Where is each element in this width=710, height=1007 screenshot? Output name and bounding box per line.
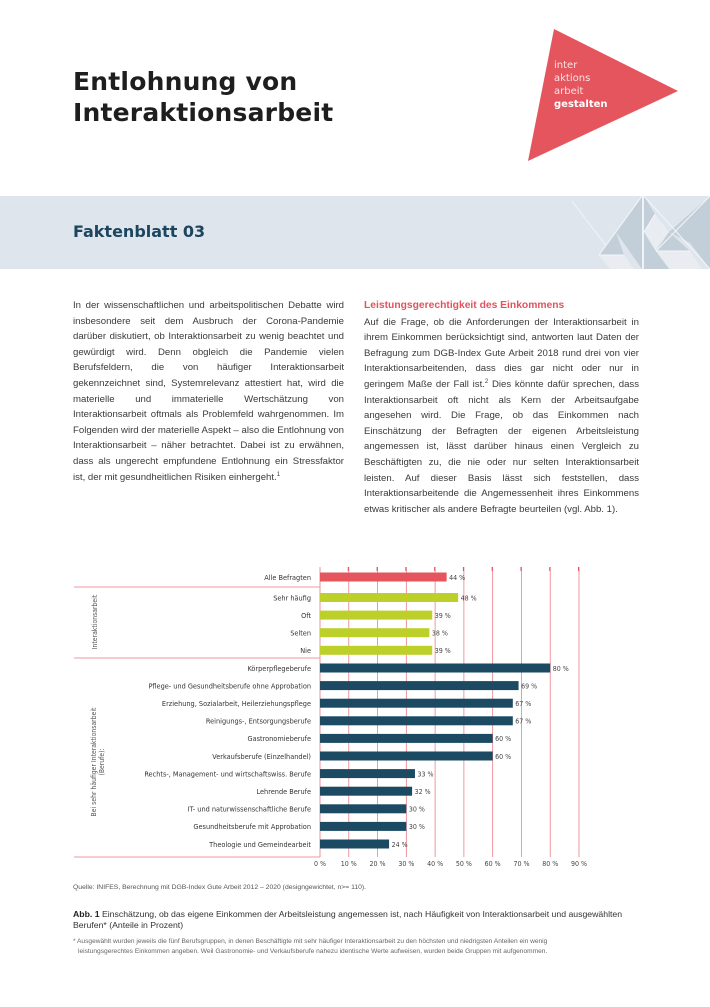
data-label: 67 % bbox=[515, 700, 532, 708]
x-tick-label: 30 % bbox=[398, 860, 415, 868]
bar bbox=[320, 822, 406, 831]
caption-label: Abb. 1 bbox=[73, 909, 100, 919]
category-label: Nie bbox=[300, 646, 311, 656]
data-label: 24 % bbox=[391, 840, 408, 849]
bar bbox=[320, 573, 447, 582]
bar bbox=[320, 804, 406, 813]
bar bbox=[320, 646, 432, 655]
factsheet-title: Faktenblatt 03 bbox=[73, 222, 206, 241]
data-label: 60 % bbox=[495, 752, 512, 761]
figure-caption bbox=[73, 909, 653, 931]
category-label: Rechts-, Management- und wirtschaftswiss. Berufe bbox=[144, 769, 311, 779]
group-label-berufe-line2: (Berufe): bbox=[98, 748, 106, 776]
logo-triangle-icon bbox=[518, 27, 698, 163]
footnote-ref-1: 1 bbox=[276, 471, 281, 478]
logo-text bbox=[554, 59, 608, 111]
bar bbox=[320, 840, 389, 849]
bar-chart bbox=[0, 560, 710, 880]
logo-line-4: gestalten bbox=[554, 99, 608, 110]
category-label: Verkaufsberufe (Einzelhandel) bbox=[212, 751, 311, 761]
title-line-1: Entlohnung von bbox=[73, 67, 298, 96]
group-label-berufe-line1: Bei sehr häufiger Interaktionsarbeit bbox=[90, 707, 98, 817]
data-label: 48 % bbox=[460, 594, 477, 603]
bar bbox=[320, 734, 493, 743]
bar bbox=[320, 787, 412, 796]
category-label: Selten bbox=[290, 628, 311, 638]
logo-line-1: inter bbox=[554, 60, 578, 71]
category-label: Sehr häufig bbox=[273, 593, 311, 603]
x-tick-label: 60 % bbox=[484, 860, 501, 868]
logo bbox=[518, 27, 698, 163]
category-label: IT- und naturwissenschaftliche Berufe bbox=[187, 804, 311, 814]
caption-text: Einschätzung, ob das eigene Einkommen der Arbeitsleistung angemessen ist, nach Häufigkeit von Interaktionsarbeit und ausgewählten Berufen* (Anteile in Prozent) bbox=[73, 909, 623, 930]
category-label: Pflege- und Gesundheitsberufe ohne Approbation bbox=[148, 681, 311, 691]
x-tick-label: 70 % bbox=[513, 860, 530, 868]
x-tick-label: 0 % bbox=[314, 860, 326, 868]
footnote-ref-2: 2 bbox=[484, 378, 489, 385]
bar bbox=[320, 769, 415, 778]
chart-source: Quelle: INIFES, Berechnung mit DGB-Index Gute Arbeit 2012 – 2020 (designgewichtet, n>= 110). bbox=[73, 884, 367, 891]
category-label: Lehrende Berufe bbox=[256, 787, 311, 796]
intro-paragraph: In der wissenschaftlichen und arbeitspolitischen Debatte wird insbesondere seit dem Ausbruch der Corona-Pandemie darüber diskutiert, ob Interaktionsarbeit zu wenig beachtet und gewürdigt wird. Denn obgleich die Pandemie vielen Berufsfeldern, die von häufiger Interaktionsarbeit gekennzeichnet sind, Systemrelevanz attestiert hat, wird die materielle und immaterielle Wertschätzung von Interaktionsarbeit oftmals als Problemfeld wahrgenommen. Im Folgenden wird der materielle Aspekt – also die Entlohnung von Interaktionsarbeit – näher betrachtet. Dabei ist zu erwähnen, dass als ungerecht empfundene Entlohnung ein Stressfaktor ist, der mit gesundheitlichen Risiken einhergeht. bbox=[73, 300, 344, 483]
section-paragraph-part2: Dies könnte dafür sprechen, dass Interaktionsarbeit oft nicht als Kern der Arbeitsaufgabe angesehen wird. Die Frage, ob das Einkommen nach Einschätzung der Befragten der eigenen Arbeitsleistung angemessen ist, lässt darüber hinaus einen Vergleich zu Beschäftigten zu, die nie oder nur selten Interaktionsarbeit leisten. Auf dieser Basis lässt sich feststellen, dass Interaktionsarbeitende die Angemessenheit ihres Einkommens etwas kritischer als andere Befragte beurteilen (vgl. Abb. 1). bbox=[364, 378, 640, 515]
x-tick-label: 50 % bbox=[455, 860, 472, 868]
x-tick-label: 40 % bbox=[427, 860, 444, 868]
category-label: Reinigungs-, Entsorgungsberufe bbox=[205, 716, 311, 726]
data-label: 38 % bbox=[431, 629, 448, 638]
logo-line-2: aktions bbox=[554, 73, 591, 84]
data-label: 30 % bbox=[408, 823, 425, 832]
intro-column bbox=[73, 298, 344, 485]
bar bbox=[320, 752, 493, 761]
data-label: 60 % bbox=[495, 735, 512, 744]
data-label: 39 % bbox=[434, 611, 451, 620]
data-label: 32 % bbox=[414, 788, 431, 796]
data-label: 33 % bbox=[417, 770, 434, 779]
bar bbox=[320, 716, 513, 725]
section-paragraph-part1: Auf die Frage, ob die Anforderungen der Interaktionsarbeit in ihrem Einkommen berücksichtigt sind, antworten laut Daten der Befragung zum DGB-Index Gute Arbeit 2018 rund drei von vier Interaktionsarbeitenden, dass dies gar nicht oder nur in geringem Maße der Fall ist. bbox=[364, 316, 639, 390]
bar bbox=[320, 593, 458, 602]
data-label: 39 % bbox=[434, 647, 451, 656]
category-label: Theologie und Gemeindearbeit bbox=[209, 839, 311, 849]
bar bbox=[320, 699, 513, 708]
x-tick-label: 90 % bbox=[571, 860, 587, 868]
page-title bbox=[73, 66, 333, 128]
bar bbox=[320, 628, 429, 637]
data-label: 44 % bbox=[449, 573, 466, 582]
tangram-decoration-icon bbox=[572, 196, 710, 269]
x-tick-label: 10 % bbox=[340, 860, 357, 868]
logo-line-3: arbeit bbox=[554, 86, 584, 97]
group-label-interaktionsarbeit: Interaktionsarbeit bbox=[91, 594, 99, 650]
category-label: Gesundheitsberufe mit Approbation bbox=[193, 822, 311, 832]
footnote-line-2: leistungsgerechtes Einkommen angeben. Weil Gastronomie- und Verkaufsberufe nahezu identische Werte aufweisen, wurden beide Gruppen mit aufgenommen. bbox=[78, 948, 548, 955]
category-label: Alle Befragten bbox=[264, 572, 311, 582]
bar bbox=[320, 681, 519, 690]
category-label: Körperpflegeberufe bbox=[247, 663, 311, 673]
category-label: Oft bbox=[301, 610, 311, 620]
section-column bbox=[364, 298, 639, 517]
bar bbox=[320, 664, 550, 673]
section-heading: Leistungsgerechtigkeit des Einkommens bbox=[364, 300, 565, 311]
figure-footnote bbox=[73, 937, 653, 957]
footnote-line-1: * Ausgewählt wurden jeweils die fünf Berufsgruppen, in denen Beschäftigte mit sehr häufiger Interaktionsarbeit zu den höchsten und niedrigsten Anteilen ein wenig bbox=[73, 938, 548, 945]
category-label: Erziehung, Sozialarbeit, Heilerziehungspflege bbox=[161, 699, 311, 708]
title-line-2: Interaktionsarbeit bbox=[73, 98, 334, 127]
category-label: Gastronomieberufe bbox=[247, 734, 311, 744]
bar bbox=[320, 611, 432, 620]
data-label: 69 % bbox=[521, 682, 538, 691]
data-label: 80 % bbox=[552, 664, 569, 673]
data-label: 67 % bbox=[515, 717, 532, 726]
x-tick-label: 20 % bbox=[369, 860, 386, 868]
data-label: 30 % bbox=[408, 805, 425, 814]
x-tick-label: 80 % bbox=[542, 860, 559, 868]
